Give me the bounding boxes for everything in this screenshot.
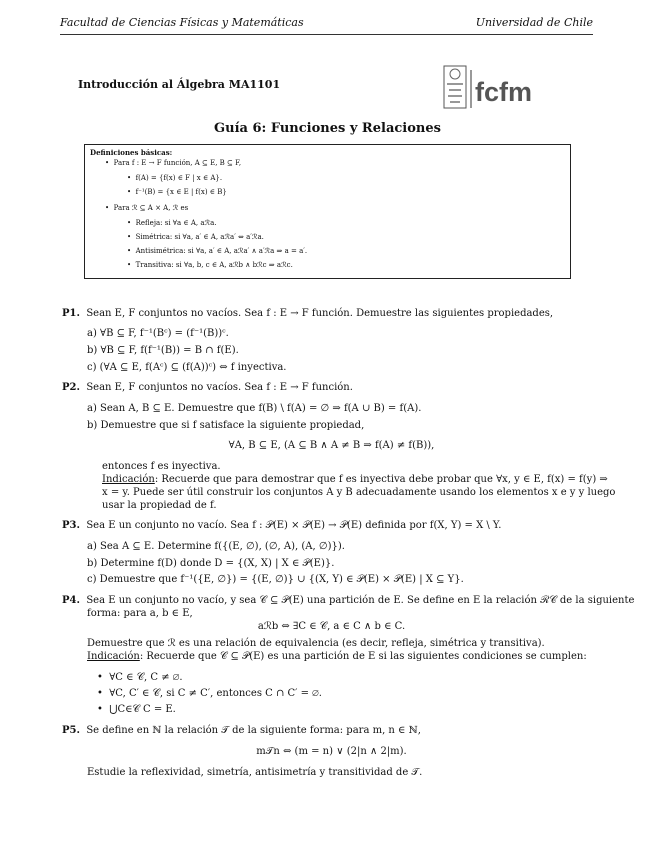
def-line: • Antisimétrica: si ∀a, a′ ∈ A, aℛa′ ∧ a′ℛa ⇒ a = a′. <box>127 247 308 255</box>
problem-p5: P5. Se define en ℕ la relación 𝒯 de la siguiente forma: para m, n ∈ ℕ, <box>62 725 421 736</box>
problem-p2: P2. Sean E, F conjuntos no vacíos. Sea f : E → F función. <box>62 382 353 393</box>
definitions-heading: Definiciones básicas: <box>90 148 173 157</box>
p2-hint-2: x = y. Puede ser útil construir los conjuntos A y B adecuadamente usando los elementos x e y y luego <box>102 487 616 498</box>
p4-cond-3: • ⋃C∈𝒞 C = E. <box>97 704 176 715</box>
header-rule <box>60 34 593 35</box>
p5-after: Estudie la reflexividad, simetría, antisimetría y transitividad de 𝒯. <box>87 767 423 778</box>
p3-c: c) Demuestre que f⁻¹({E, ∅}) = {(E, ∅)} ∪ {(X, Y) ∈ 𝒫(E) × 𝒫(E) | X ⊆ Y}. <box>87 574 464 585</box>
p4-text-2: forma: para a, b ∈ E, <box>87 608 193 619</box>
p4-formula: aℛb ⇔ ∃C ∈ 𝒞, a ∈ C ∧ b ∈ C. <box>257 621 406 632</box>
p3-b: b) Determine f(D) donde D = {(X, X) | X ∈ 𝒫(E)}. <box>87 558 335 569</box>
p2-hint: Indicación: Recuerde que para demostrar que f es inyectiva debe probar que ∀x, y ∈ E, f(x) = f(y) ⇒ <box>102 474 608 485</box>
header-faculty: Facultad de Ciencias Físicas y Matemáticas <box>60 16 304 29</box>
p2-formula: ∀A, B ⊆ E, (A ⊆ B ∧ A ≠ B ⇒ f(A) ≠ f(B)), <box>228 440 435 451</box>
p4-hint: Indicación: Recuerde que 𝒞 ⊆ 𝒫(E) es una partición de E si las siguientes condiciones se cumplen: <box>87 651 587 662</box>
p4-cond-2: • ∀C, C′ ∈ 𝒞, si C ≠ C′, entonces C ∩ C′ = ∅. <box>97 688 322 699</box>
logo-text: fcfm <box>475 77 533 107</box>
def-line: • f⁻¹(B) = {x ∈ E | f(x) ∈ B} <box>127 188 227 196</box>
p5-formula: m𝒯n ⇔ (m = n) ∨ (2|n ∧ 2|m). <box>256 746 407 757</box>
fcfm-logo-mark <box>443 64 535 110</box>
problem-p4: P4. Sea E un conjunto no vacío, y sea 𝒞 ⊆ 𝒫(E) una partición de E. Se define en E la relación ℛ𝒞 de la siguiente <box>62 595 635 606</box>
def-line: • Simétrica: si ∀a, a′ ∈ A, aℛa′ ⇔ a′ℛa. <box>127 233 264 241</box>
def-line: • Transitiva: si ∀a, b, c ∈ A, aℛb ∧ bℛc ⇒ aℛc. <box>127 261 293 269</box>
def-line: • Para f : E → F función, A ⊆ E, B ⊆ F, <box>105 159 242 167</box>
p4-after: Demuestre que ℛ es una relación de equivalencia (es decir, refleja, simétrica y transitiva). <box>87 638 545 649</box>
p3-a: a) Sea A ⊆ E. Determine f({(E, ∅), (∅, A), (A, ∅)}). <box>87 541 345 552</box>
p2-hint-3: usar la propiedad de f. <box>102 500 217 511</box>
definitions-box <box>84 144 571 279</box>
p1-b: b) ∀B ⊆ F, f(f⁻¹(B)) = B ∩ f(E). <box>87 345 239 356</box>
def-line: • Para ℛ ⊆ A × A, ℛ es <box>105 204 189 212</box>
p1-a: a) ∀B ⊆ F, f⁻¹(Bᶜ) = (f⁻¹(B))ᶜ. <box>87 328 229 339</box>
fcfm-logo <box>443 64 535 110</box>
guide-title: Guía 6: Funciones y Relaciones <box>214 121 441 136</box>
p4-cond-1: • ∀C ∈ 𝒞, C ≠ ∅. <box>97 672 183 683</box>
problem-p3: P3. Sea E un conjunto no vacío. Sea f : 𝒫(E) × 𝒫(E) → 𝒫(E) definida por f(X, Y) = X \ Y. <box>62 520 502 531</box>
def-line: • f(A) = {f(x) ∈ F | x ∈ A}. <box>127 174 223 182</box>
p2-after: entonces f es inyectiva. <box>102 461 221 472</box>
p1-c: c) (∀A ⊆ E, f(Aᶜ) ⊆ (f(A))ᶜ) ⇔ f inyectiva. <box>87 362 287 373</box>
p2-b: b) Demuestre que si f satisface la siguiente propiedad, <box>87 420 365 431</box>
header-university: Universidad de Chile <box>475 16 593 29</box>
course-title: Introducción al Álgebra MA1101 <box>78 78 281 91</box>
p2-a: a) Sean A, B ⊆ E. Demuestre que f(B) \ f(A) = ∅ ⇒ f(A ∪ B) = f(A). <box>87 403 422 414</box>
def-line: • Refleja: si ∀a ∈ A, aℛa. <box>127 219 217 227</box>
problem-p1: P1. Sean E, F conjuntos no vacíos. Sea f : E → F función. Demuestre las siguientes propiedades, <box>62 308 554 319</box>
